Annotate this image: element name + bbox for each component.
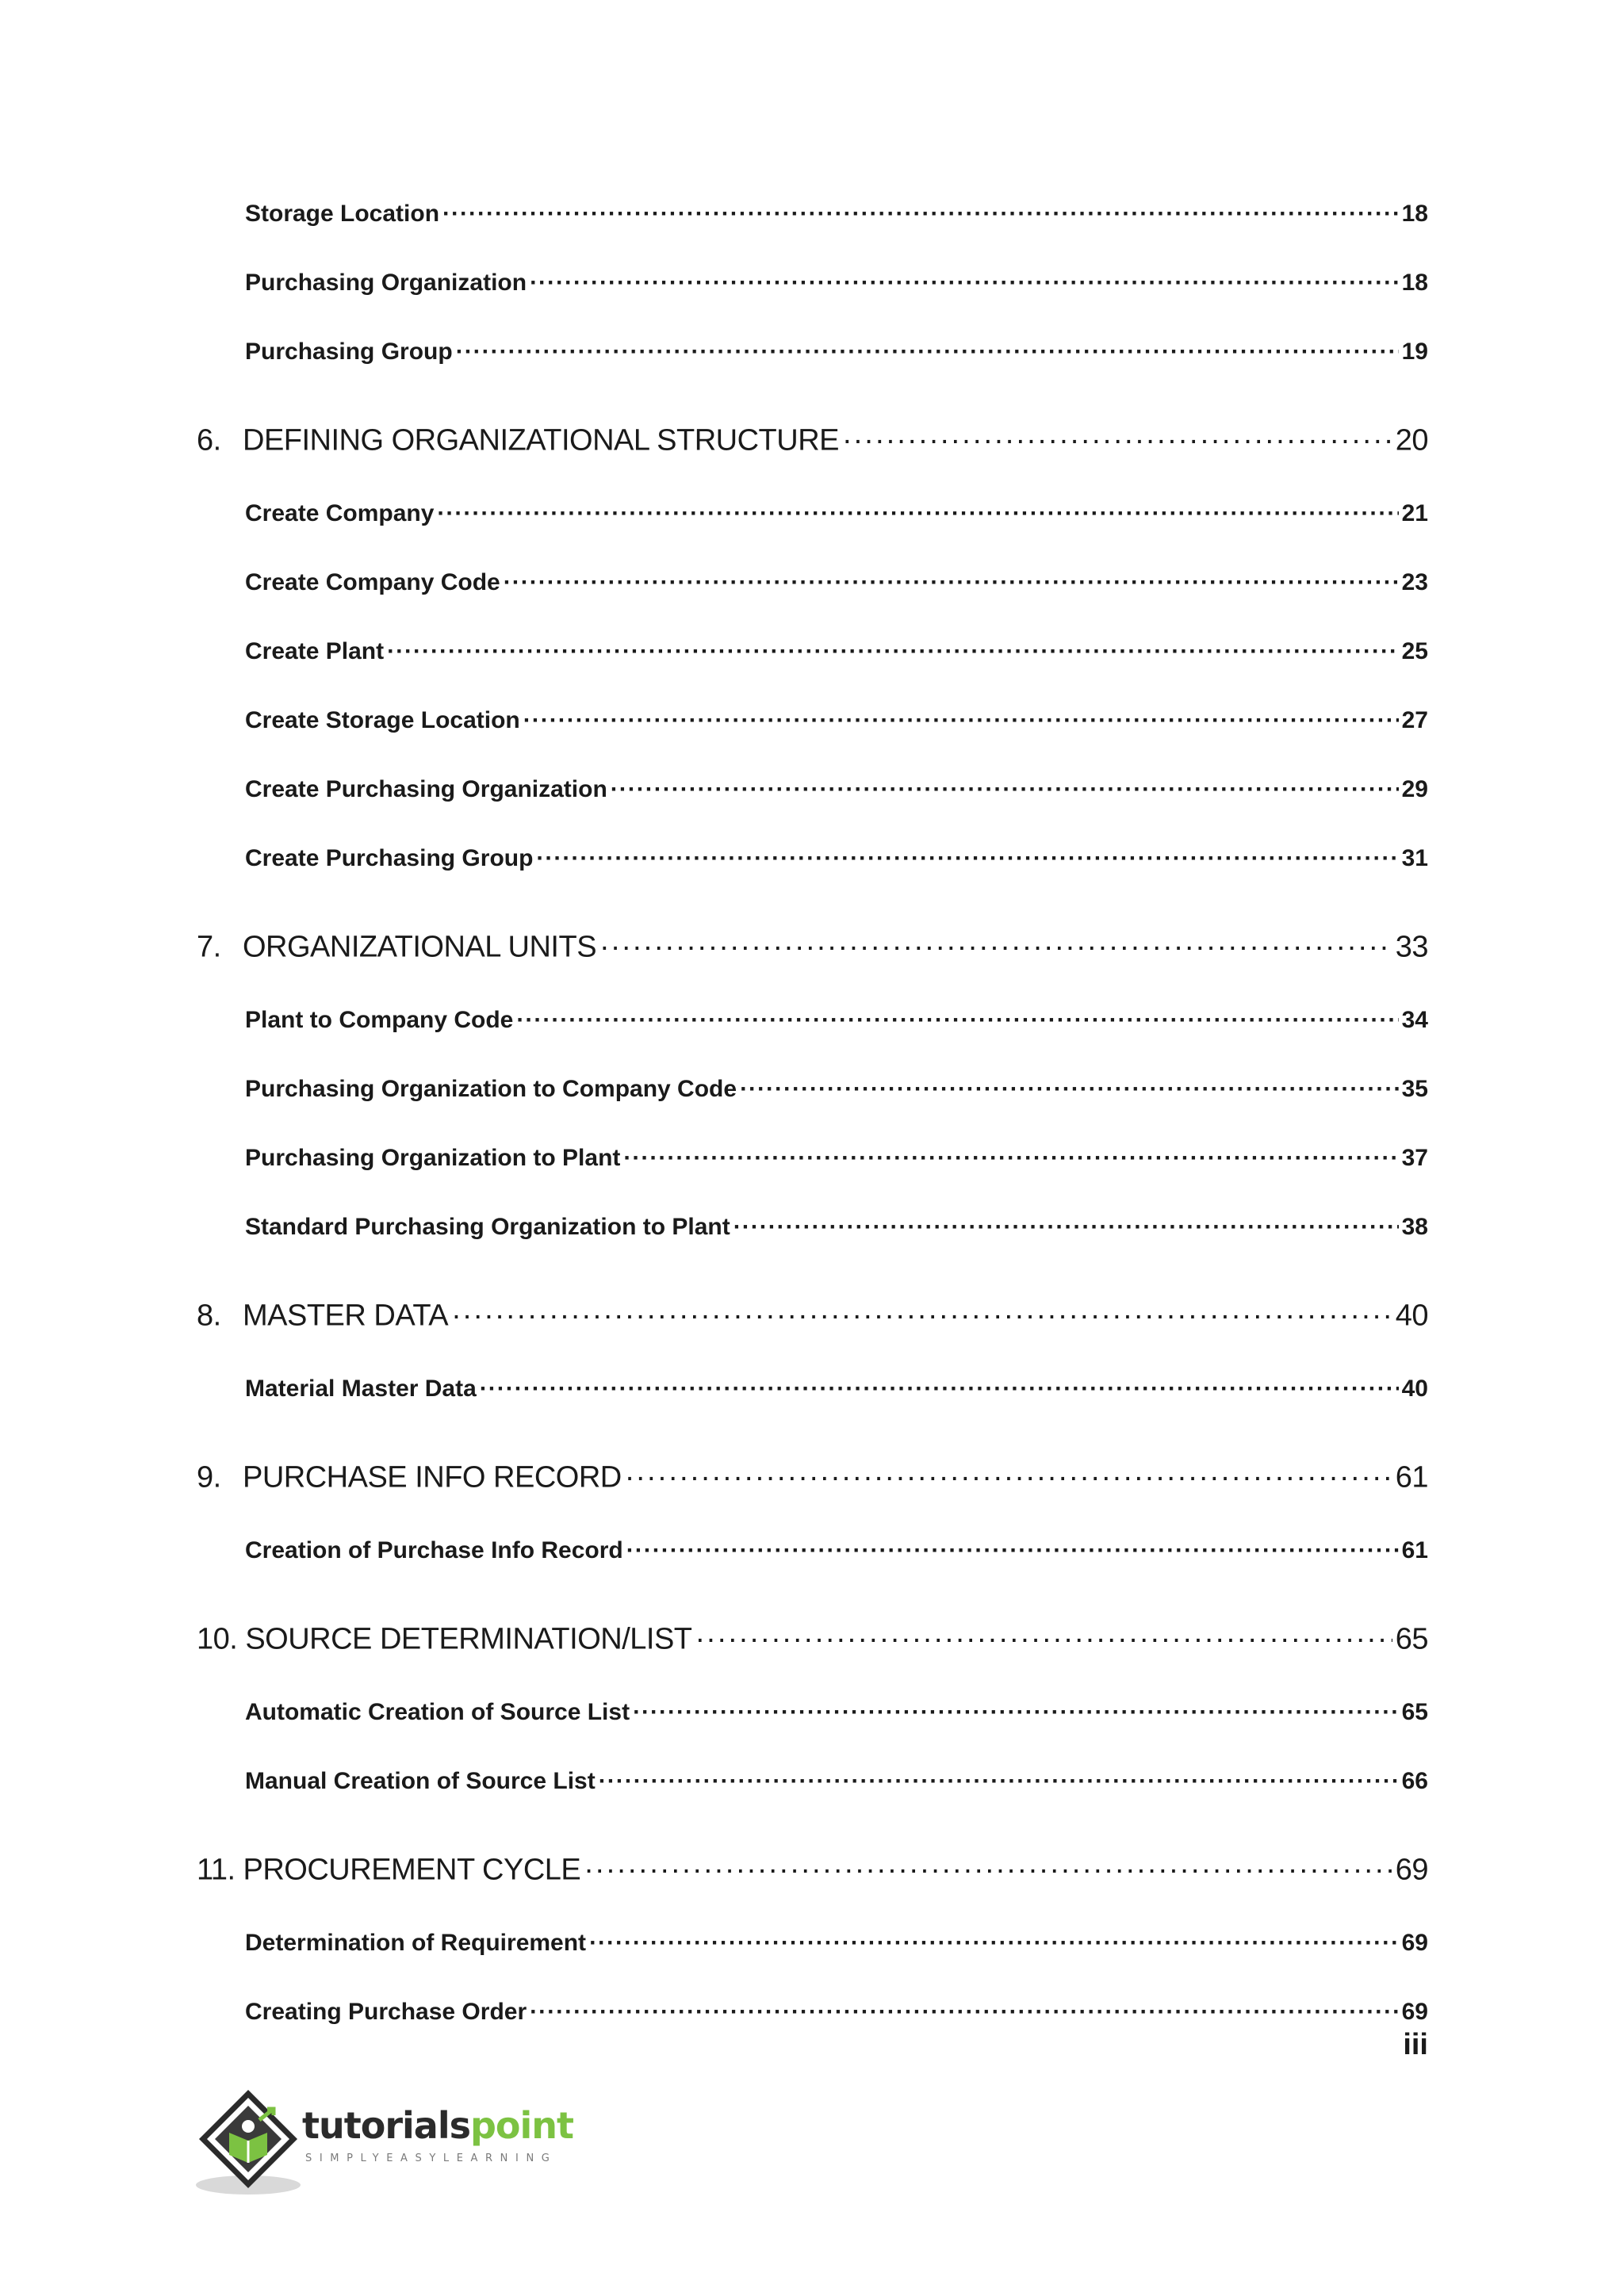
- toc-page-number: 35: [1401, 1076, 1428, 1102]
- toc-page-number: 18: [1401, 270, 1428, 296]
- toc-leader-dots: [611, 776, 1399, 803]
- toc-leader-dots: [625, 1461, 1392, 1495]
- toc-leader-dots: [530, 1999, 1399, 2026]
- toc-page-number: 69: [1401, 1930, 1428, 1956]
- toc-entry[interactable]: [245, 707, 1428, 734]
- toc-title: Create Company: [245, 500, 435, 526]
- toc-leader-dots: [842, 424, 1392, 458]
- toc-page-number: 21: [1401, 500, 1428, 526]
- toc-page-number: 19: [1401, 339, 1428, 365]
- toc-leader-dots: [387, 638, 1399, 665]
- toc-page-number: 31: [1401, 845, 1428, 871]
- toc-entry[interactable]: [245, 1076, 1428, 1103]
- toc-page-number: 69: [1401, 1999, 1428, 2025]
- toc-page-number: 27: [1401, 707, 1428, 733]
- toc-title: DEFINING ORGANIZATIONAL STRUCTURE: [243, 423, 839, 457]
- toc-page-number: 40: [1401, 1376, 1428, 1402]
- toc-leader-dots: [589, 1930, 1399, 1957]
- toc-chapter-number: 9.: [197, 1460, 221, 1494]
- toc-chapter[interactable]: [197, 1854, 1428, 1888]
- toc-entry[interactable]: [245, 1537, 1428, 1564]
- toc-page-number: 37: [1401, 1145, 1428, 1171]
- toc-chapter-number: 10.: [197, 1622, 238, 1656]
- toc-leader-dots: [480, 1376, 1399, 1402]
- toc-page-number: 29: [1401, 776, 1428, 802]
- toc-page-number: 69: [1395, 1853, 1428, 1887]
- toc-leader-dots: [456, 339, 1399, 365]
- toc-title: Create Plant: [245, 638, 385, 664]
- toc-title: MASTER DATA: [243, 1299, 449, 1333]
- toc-title: Determination of Requirement: [245, 1930, 587, 1956]
- toc-page-number: 25: [1401, 638, 1428, 664]
- toc-entry[interactable]: [245, 569, 1428, 596]
- logo-head: [242, 2120, 255, 2133]
- toc-title: Automatic Creation of Source List: [245, 1699, 630, 1725]
- toc-entry[interactable]: [245, 1699, 1428, 1726]
- toc-leader-dots: [504, 569, 1399, 596]
- toc-leader-dots: [733, 1214, 1399, 1241]
- toc-entry[interactable]: [245, 1145, 1428, 1172]
- toc-entry[interactable]: [245, 845, 1428, 872]
- logo-tagline: SIMPLYEASYLEARNING: [305, 2152, 557, 2164]
- toc-entry[interactable]: [245, 776, 1428, 803]
- toc-chapter-number: 11.: [197, 1853, 236, 1887]
- toc-title: SOURCE DETERMINATION/LIST: [245, 1622, 692, 1656]
- toc-title: Standard Purchasing Organization to Plant: [245, 1214, 730, 1240]
- toc-title: ORGANIZATIONAL UNITS: [243, 930, 597, 964]
- toc-page-number: 23: [1401, 569, 1428, 595]
- toc-leader-dots: [536, 845, 1398, 872]
- toc-leader-dots: [584, 1854, 1392, 1888]
- toc-title: Purchasing Organization: [245, 270, 527, 296]
- toc-leader-dots: [437, 500, 1398, 527]
- toc-entry[interactable]: [245, 270, 1428, 297]
- toc-title: Material Master Data: [245, 1376, 477, 1402]
- toc-entry[interactable]: [245, 1930, 1428, 1957]
- toc-leader-dots: [633, 1699, 1399, 1726]
- toc-page-number: 61: [1395, 1460, 1428, 1494]
- toc-leader-dots: [530, 270, 1399, 297]
- toc-entry[interactable]: [245, 339, 1428, 365]
- toc-title: Manual Creation of Source List: [245, 1768, 596, 1794]
- toc-title: Purchasing Group: [245, 339, 453, 365]
- toc-leader-dots: [516, 1007, 1398, 1034]
- toc-page-number: 65: [1401, 1699, 1428, 1725]
- toc-page-number: 61: [1401, 1537, 1428, 1563]
- toc-entry[interactable]: [245, 1007, 1428, 1034]
- toc-title: Create Storage Location: [245, 707, 520, 733]
- toc-entry[interactable]: [245, 1999, 1428, 2026]
- toc-entry[interactable]: [245, 1214, 1428, 1241]
- toc-leader-dots: [695, 1623, 1392, 1657]
- toc-leader-dots: [740, 1076, 1399, 1103]
- toc-page-number: 38: [1401, 1214, 1428, 1240]
- toc-leader-dots: [442, 201, 1399, 228]
- toc-page-number: 20: [1395, 423, 1428, 457]
- logo-wordmark: tutorialspoint: [302, 2104, 574, 2147]
- toc-entry[interactable]: [245, 1376, 1428, 1402]
- toc-page-number: 18: [1401, 201, 1428, 227]
- toc-title: PROCUREMENT CYCLE: [243, 1853, 581, 1887]
- toc-title: Creation of Purchase Info Record: [245, 1537, 623, 1563]
- toc-page-number: 40: [1395, 1299, 1428, 1333]
- toc-title: Create Company Code: [245, 569, 500, 595]
- toc-page-number: 66: [1401, 1768, 1428, 1794]
- toc-chapter[interactable]: [197, 1461, 1428, 1495]
- toc-leader-dots: [523, 707, 1399, 734]
- toc-title: Plant to Company Code: [245, 1007, 514, 1033]
- tutorialspoint-logo: [194, 2085, 575, 2204]
- toc-leader-dots: [599, 931, 1392, 965]
- toc-chapter[interactable]: [197, 1623, 1428, 1657]
- toc-entry[interactable]: [245, 201, 1428, 228]
- toc-entry[interactable]: [245, 500, 1428, 527]
- toc-leader-dots: [599, 1768, 1399, 1795]
- toc-leader-dots: [626, 1537, 1399, 1564]
- toc-chapter[interactable]: [197, 1299, 1428, 1334]
- toc-title: Purchasing Organization to Plant: [245, 1145, 621, 1171]
- toc-title: Creating Purchase Order: [245, 1999, 527, 2025]
- toc-entry[interactable]: [245, 638, 1428, 665]
- toc-title: PURCHASE INFO RECORD: [243, 1460, 622, 1494]
- toc-page-number: 65: [1395, 1622, 1428, 1656]
- tutorialspoint-logo-icon: [194, 2085, 305, 2204]
- toc-chapter-number: 7.: [197, 930, 221, 964]
- toc-page-number: 33: [1395, 930, 1428, 964]
- toc-title: Purchasing Organization to Company Code: [245, 1076, 737, 1102]
- toc-title: Create Purchasing Group: [245, 845, 534, 871]
- toc-chapter-number: 6.: [197, 423, 221, 457]
- toc-title: Create Purchasing Organization: [245, 776, 607, 802]
- toc-entry[interactable]: [245, 1768, 1428, 1795]
- toc-chapter[interactable]: [197, 424, 1428, 458]
- toc-leader-dots: [451, 1299, 1392, 1334]
- toc-page-number: 34: [1401, 1007, 1428, 1033]
- toc-chapter-number: 8.: [197, 1299, 221, 1333]
- page-number: iii: [1403, 2028, 1428, 2061]
- toc-chapter[interactable]: [197, 931, 1428, 965]
- toc-leader-dots: [623, 1145, 1398, 1172]
- toc-title: Storage Location: [245, 201, 440, 227]
